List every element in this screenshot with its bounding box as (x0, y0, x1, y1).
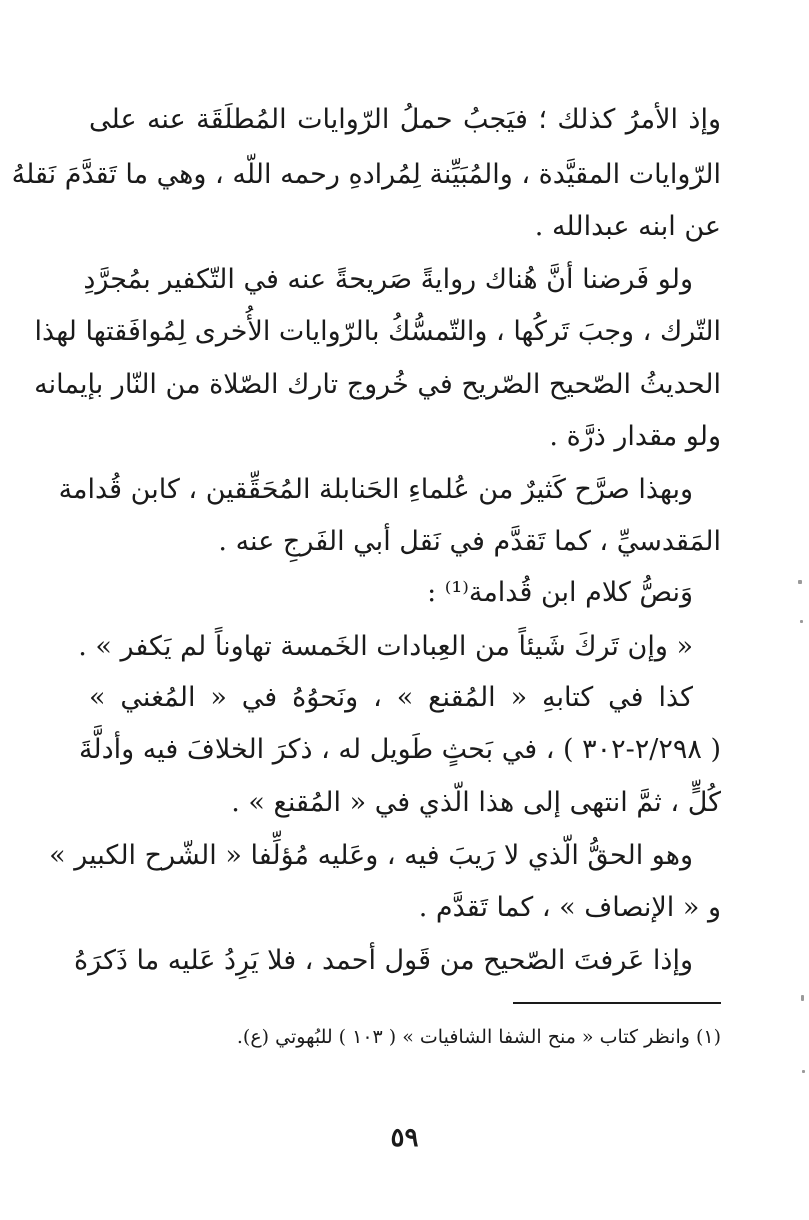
body-line-12: كذا في كتابهِ « المُقنع » ، ونَحوُهُ في « المُغني » (89, 682, 693, 713)
body-line-9: المَقدسيِّ ، كما تَقدَّم في نَقل أبي الفَرجِ عنه . (218, 526, 721, 557)
body-line-8: وبهذا صرَّح كَثيرٌ من عُلماءِ الحَنابلة المُحَقِّقين ، كابن قُدامة (58, 474, 693, 505)
scan-speck (800, 620, 803, 623)
body-line-3: عن ابنه عبدالله . (534, 211, 721, 242)
footnote-separator (513, 1002, 721, 1004)
body-line-14: كُلٍّ ، ثمَّ انتهى إلى هذا الّذي في « المُقنع » . (231, 787, 721, 818)
body-line-2: الرّوايات المقيَّدة ، والمُبَيِّنة لِمُرادهِ رحمه اللّه ، وهي ما تَقدَّمَ نَقلهُ (11, 159, 721, 190)
body-line-17: وإذا عَرفتَ الصّحيح من قَول أحمد ، فلا يَرِدُ عَليه ما ذَكرَهُ (74, 945, 693, 976)
body-line-13: ( ٢/٢٩٨-٣٠٢ ) ، في بَحثٍ طَويل له ، ذكرَ الخلافَ فيه وأدلَّةَ (78, 734, 721, 765)
scan-speck (801, 995, 804, 1001)
body-line-4: ولو فَرضنا أنَّ هُناك روايةً صَريحةً عنه في التّكفير بمُجرَّدِ (83, 264, 693, 295)
body-line-7: ولو مقدار ذرَّة . (549, 421, 721, 452)
body-line-15: وهو الحقُّ الّذي لا رَيبَ فيه ، وعَليه مُؤلِّفا « الشّرح الكبير » (49, 840, 693, 871)
body-line-1: وإذ الأمرُ كذلك ؛ فيَجبُ حملُ الرّوايات المُطلَقَة عنه على (89, 104, 721, 135)
scan-speck (798, 580, 802, 584)
body-line-16: و « الإنصاف » ، كما تَقدَّم . (418, 892, 721, 923)
scan-speck (802, 1070, 805, 1073)
footnote: (١) وانظر كتاب « منح الشفا الشافيات » ( ١٠٣ ) للبُهوتي (ع). (236, 1026, 721, 1048)
body-line-10: وَنصُّ كلام ابن قُدامة⁽¹⁾ : (427, 577, 693, 608)
body-line-6: الحديثُ الصّحيح الصّريح في خُروج تارك الصّلاة من النّار بإيمانه (34, 369, 721, 400)
body-line-11: « وإن تَركَ شَيئاً من العِبادات الخَمسة تهاوناً لم يَكفر » . (78, 631, 693, 662)
body-line-5: التّرك ، وجبَ تَركُها ، والتّمسُّكُ بالرّوايات الأُخرى لِمُوافَقتها لهذا (34, 316, 721, 347)
page-number: ٥٩ (390, 1123, 419, 1153)
